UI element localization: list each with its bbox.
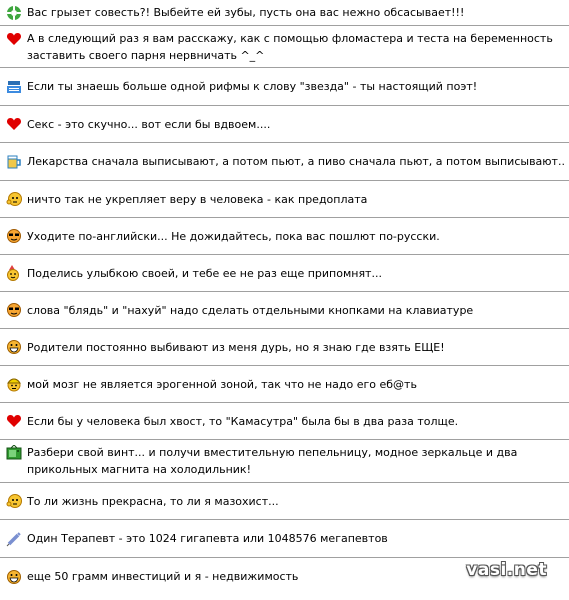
list-item (0, 483, 569, 520)
smiley-thinking-icon (6, 191, 22, 207)
watermark: vasi.net (466, 560, 547, 580)
smiley-hardhat-icon (6, 376, 22, 392)
quote-text: Родители постоянно выбивают из меня дурь, но я знаю где взять ЕЩЕ! (27, 340, 445, 354)
quote-text: Разбери свой винт... и получи вместительную пепельницу, модное зеркальце и два прикольных магнита на холодильник! (27, 446, 518, 476)
smiley-sunglasses-icon (6, 228, 22, 244)
tv-icon (6, 445, 22, 461)
list-item (0, 255, 569, 292)
list-item (0, 68, 569, 106)
quote-text: Секс - это скучно... вот если бы вдвоем.... (27, 117, 271, 131)
list-item (0, 218, 569, 255)
list-item (0, 26, 569, 68)
heart-icon (6, 116, 22, 132)
quote-text: Лекарства сначала выписывают, а потом пьют, а пиво сначала пьют, а потом выписывают.. (27, 155, 565, 168)
list-item (0, 143, 569, 181)
quote-text: То ли жизнь прекрасна, то ли я мазохист... (27, 494, 279, 508)
quote-text: ничто так не укрепляет веру в человека - как предоплата (27, 192, 368, 206)
beer-mug-icon (6, 154, 22, 170)
smiley-thinking-icon (6, 493, 22, 509)
list-item (0, 106, 569, 143)
smiley-sunglasses-icon (6, 302, 22, 318)
list-item (0, 520, 569, 558)
list-item (0, 329, 569, 366)
syringe-icon (6, 531, 22, 547)
quote-text: Поделись улыбкою своей, и тебе ее не раз еще припомнят... (27, 266, 382, 280)
list-item (0, 292, 569, 329)
list-item (0, 440, 569, 483)
quote-text: еще 50 грамм инвестиций и я - недвижимость (27, 570, 299, 583)
quote-text: Если ты знаешь больше одной рифмы к слову "звезда" - ты настоящий поэт! (27, 80, 478, 93)
quote-text: слова "блядь" и "нахуй" надо сделать отдельными кнопками на клавиатуре (27, 303, 474, 317)
list-item (0, 181, 569, 218)
quote-text: Уходите по-английски... Не дожидайтесь, пока вас пошлют по-русски. (27, 229, 440, 243)
quote-text: Один Терапевт - это 1024 гигапевта или 1048576 мегапевтов (27, 532, 388, 545)
heart-icon (6, 31, 22, 47)
smiley-grin-icon (6, 569, 22, 585)
heart-icon (6, 413, 22, 429)
typewriter-icon (6, 79, 22, 95)
smiley-grin-icon (6, 339, 22, 355)
quote-text: А в следующий раз я вам расскажу, как с помощью фломастера и теста на беременность заставить своего парня нервничать ^_^ (27, 32, 553, 62)
quote-text: Вас грызет совесть?! Выбейте ей зубы, пусть она вас нежно обсасывает!!! (27, 6, 465, 19)
quote-text: мой мозг не является эрогенной зоной, так что не надо его еб@ть (27, 377, 417, 391)
list-item (0, 403, 569, 440)
list-item (0, 0, 569, 26)
list-item (0, 366, 569, 403)
lifebuoy-icon (6, 5, 22, 21)
quote-text: Если бы у человека был хвост, то "Камасутра" была бы в два раза толще. (27, 414, 459, 428)
smiley-party-icon (6, 265, 22, 281)
